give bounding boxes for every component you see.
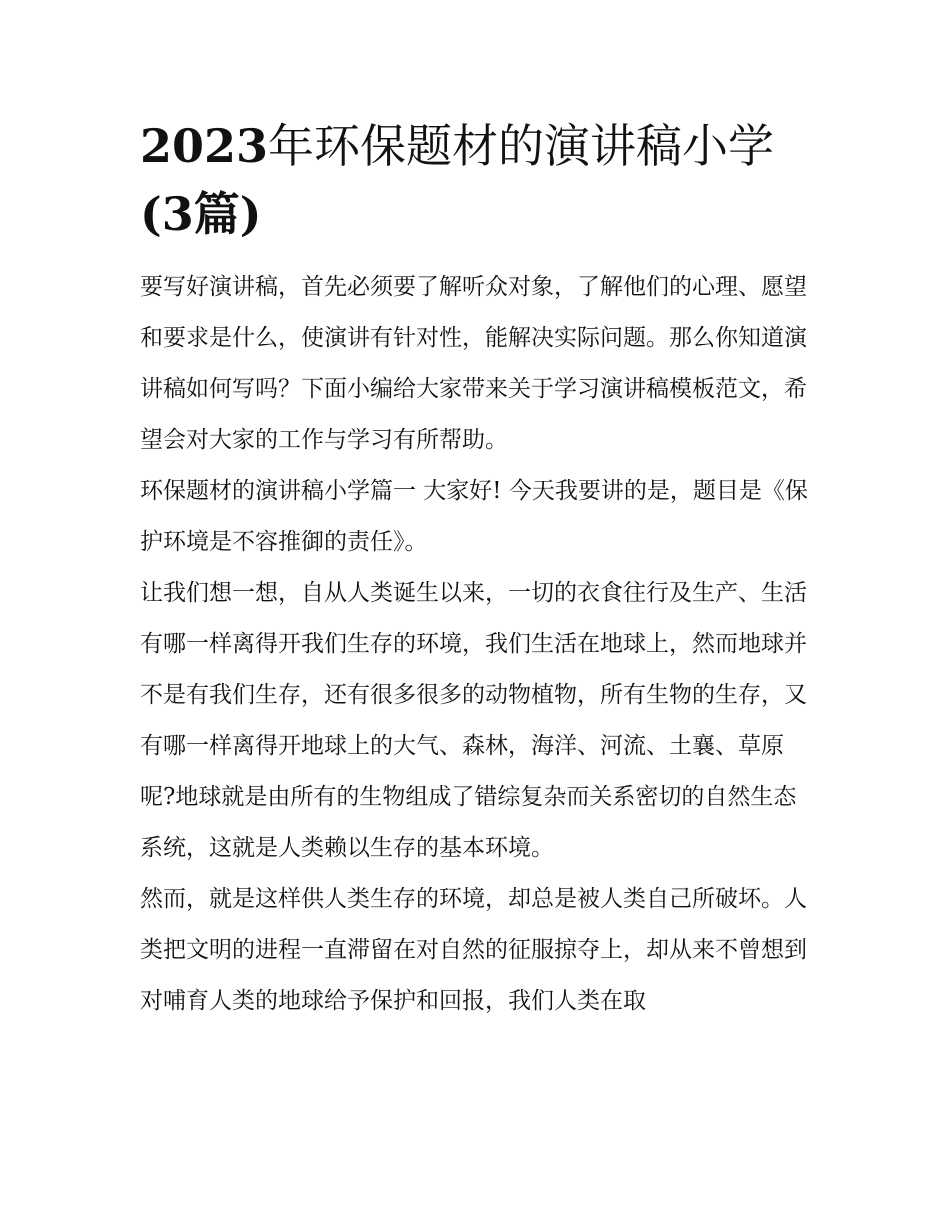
title-paren-open: ( <box>140 187 162 241</box>
document-title <box>140 112 812 248</box>
title-year: 2023 <box>140 119 269 173</box>
title-text: 年环保题材的演讲稿小学 <box>268 119 775 173</box>
title-count: 3 <box>161 187 194 241</box>
paragraph-greeting: 环保题材的演讲稿小学篇一 大家好! 今天我要讲的是，题目是《保护环境是不容推御的责任》。 <box>140 478 808 555</box>
paragraph-destruction: 然而，就是这样供人类生存的环境，却总是被人类自己所破坏。人类把文明的进程一直滞留在对自然的征服掠夺上，却从来不曾想到对哺育人类的地球给予保护和回报，我们人类在取 <box>140 886 807 1014</box>
paragraph-environment: 让我们想一想，自从人类诞生以来，一切的衣食往行及生产、生活有哪一样离得开我们生存的环境，我们生活在地球上，然而地球并不是有我们生存，还有很多很多的动物植物，所有生物的生存，又有哪一样离得开地球上的大气、森林，海洋、河流、土襄、草原呢?地球就是由所有的生物组成了错综复杂而关系密切的自然生态系统，这就是人类赖以生存的基本环境。 <box>140 580 807 861</box>
paragraph-intro: 要写好演讲稿，首先必须要了解听众对象，了解他们的心理、愿望和要求是什么，使演讲有针对性，能解决实际问题。那么你知道演讲稿如何写吗？下面小编给大家带来关于学习演讲稿模板范文，希望会对大家的工作与学习有所帮助。 <box>140 274 807 453</box>
document-body <box>140 112 812 1027</box>
title-suffix: 篇) <box>193 187 262 241</box>
